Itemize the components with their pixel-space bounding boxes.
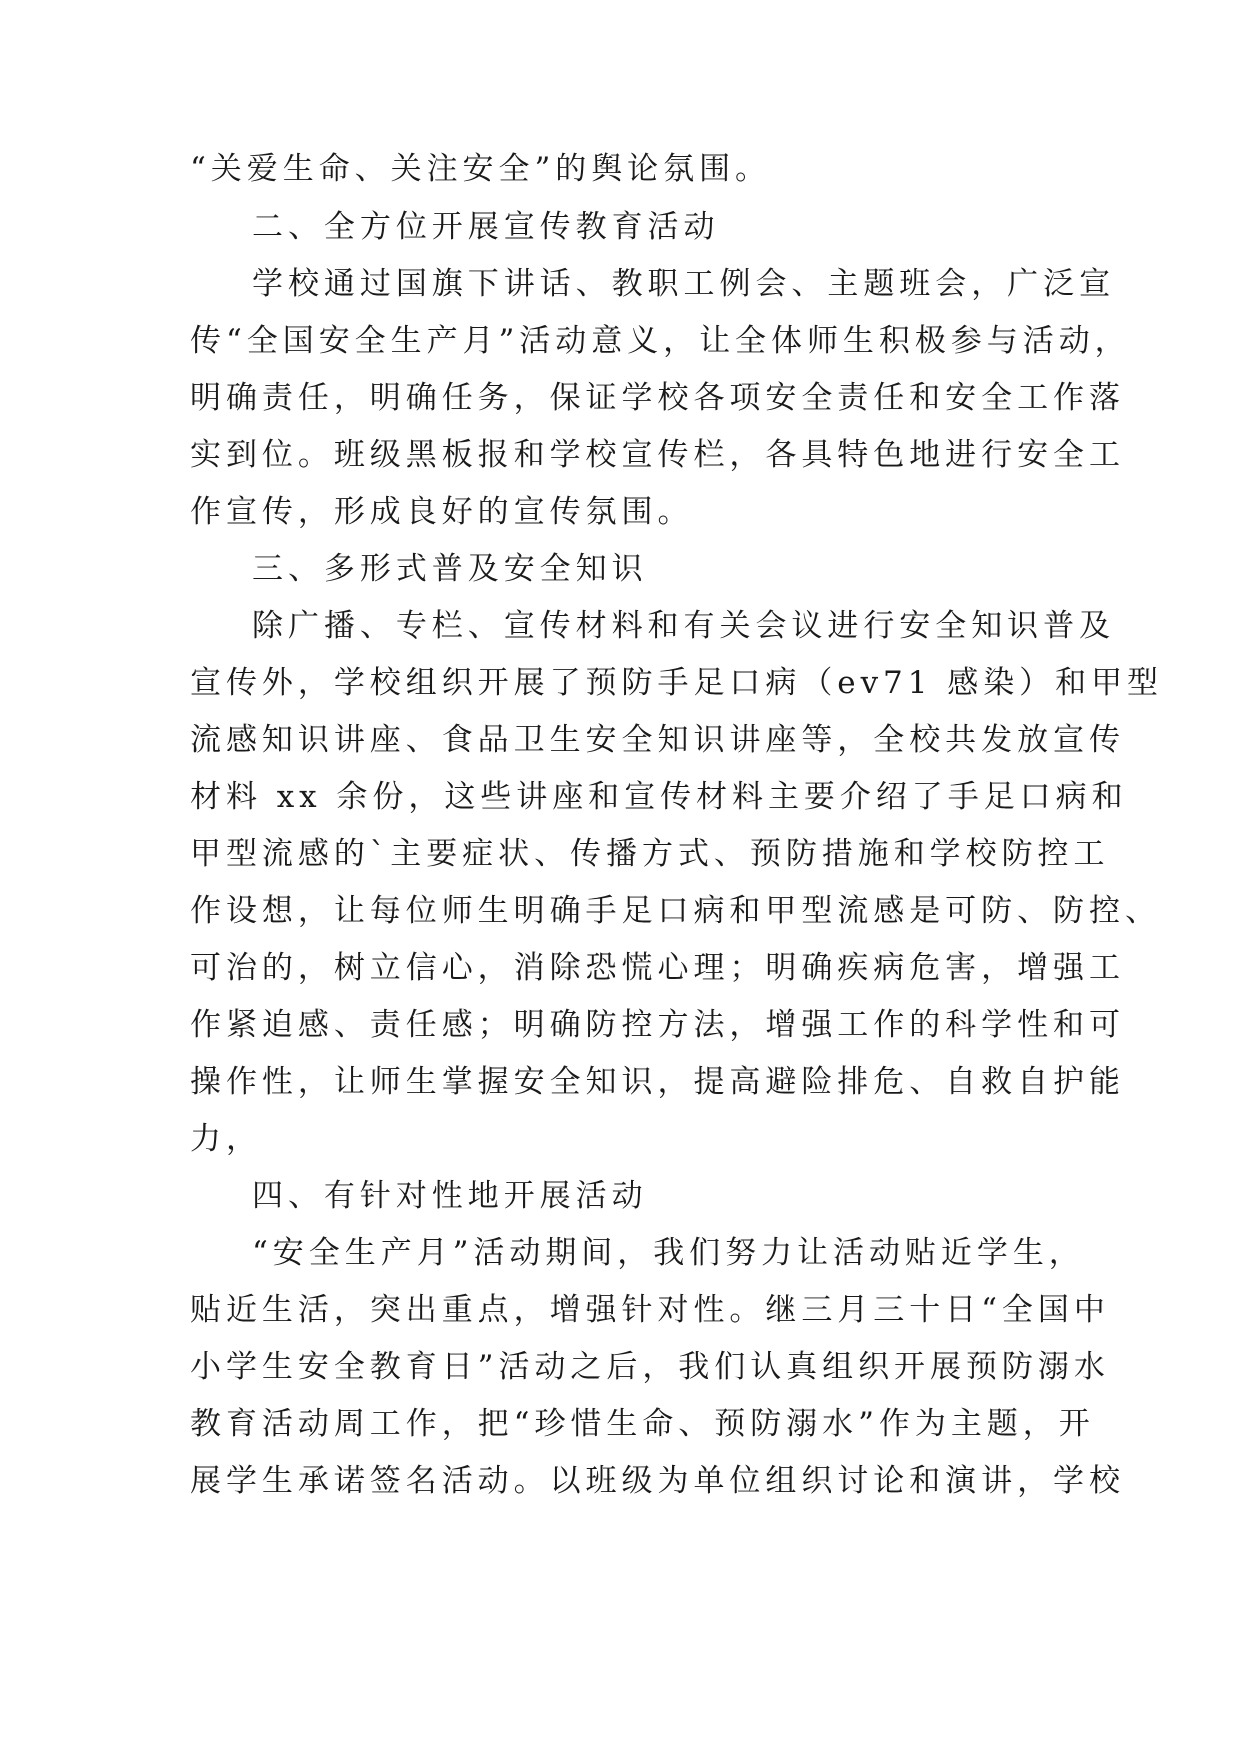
text-line: 小学生安全教育日”活动之后，我们认真组织开展预防溺水 bbox=[190, 1349, 1110, 1385]
text-line: 作宣传，形成良好的宣传氛围。 bbox=[190, 494, 694, 530]
text-line: 贴近生活，突出重点，增强针对性。继三月三十日“全国中 bbox=[190, 1292, 1110, 1328]
text-line: 操作性，让师生掌握安全知识，提高避险排危、自救自护能 bbox=[190, 1064, 1125, 1100]
text-line: 宣传外，学校组织开展了预防手足口病（ev71 感染）和甲型 bbox=[190, 665, 1163, 701]
paragraph-first-line: 除广播、专栏、宣传材料和有关会议进行安全知识普及 bbox=[252, 608, 1116, 644]
text-line: 力， bbox=[190, 1121, 262, 1157]
text-line: “关爱生命、关注安全”的舆论氛围。 bbox=[190, 151, 772, 187]
section-heading: 二、全方位开展宣传教育活动 bbox=[252, 209, 720, 245]
text-line: 传“全国安全生产月”活动意义，让全体师生积极参与活动， bbox=[190, 323, 1131, 359]
text-line: 明确责任，明确任务，保证学校各项安全责任和安全工作落 bbox=[190, 380, 1125, 416]
text-line: 材料 xx 余份，这些讲座和宣传材料主要介绍了手足口病和 bbox=[190, 779, 1128, 815]
paragraph-first-line: “安全生产月”活动期间，我们努力让活动贴近学生， bbox=[252, 1235, 1085, 1271]
text-line: 作设想，让每位师生明确手足口病和甲型流感是可防、防控、 bbox=[190, 893, 1161, 929]
text-line: 教育活动周工作，把“珍惜生命、预防溺水”作为主题，开 bbox=[190, 1406, 1095, 1442]
paragraph-first-line: 学校通过国旗下讲话、教职工例会、主题班会，广泛宣 bbox=[252, 266, 1116, 302]
text-line: 甲型流感的`主要症状、传播方式、预防措施和学校防控工 bbox=[190, 836, 1110, 872]
text-line: 实到位。班级黑板报和学校宣传栏，各具特色地进行安全工 bbox=[190, 437, 1125, 473]
text-line: 流感知识讲座、食品卫生安全知识讲座等，全校共发放宣传 bbox=[190, 722, 1125, 758]
text-line: 展学生承诺签名活动。以班级为单位组织讨论和演讲，学校 bbox=[190, 1463, 1125, 1499]
section-heading: 三、多形式普及安全知识 bbox=[252, 551, 648, 587]
section-heading: 四、有针对性地开展活动 bbox=[252, 1178, 648, 1214]
text-line: 可治的，树立信心，消除恐慌心理；明确疾病危害，增强工 bbox=[190, 950, 1125, 986]
text-line: 作紧迫感、责任感；明确防控方法，增强工作的科学性和可 bbox=[190, 1007, 1125, 1043]
